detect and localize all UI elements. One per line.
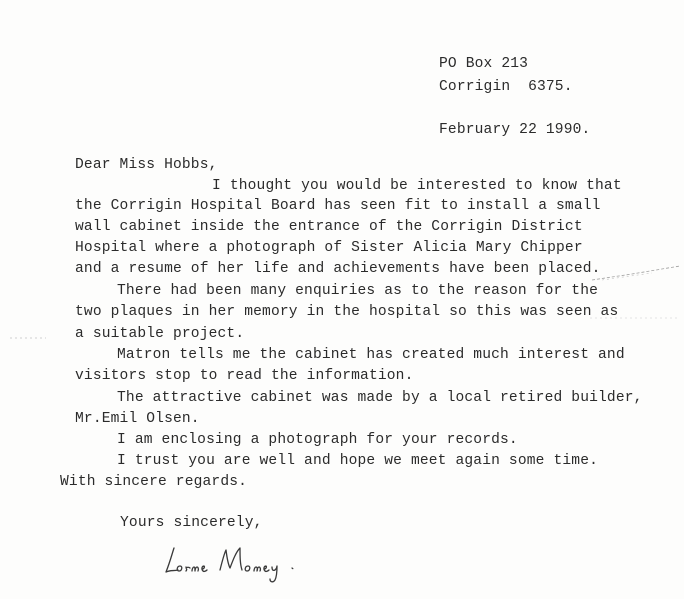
paper-mark-right-lower	[590, 312, 680, 322]
body-line: Matron tells me the cabinet has created much interest and	[117, 347, 625, 363]
address-town: Corrigin 6375.	[439, 79, 573, 95]
body-line: the Corrigin Hospital Board has seen fit to install a small	[75, 198, 601, 214]
body-line: I am enclosing a photograph for your records.	[117, 432, 518, 448]
body-line: a suitable project.	[75, 326, 245, 342]
body-line: two plaques in her memory in the hospital so this was seen as	[75, 304, 619, 320]
body-line: There had been many enquiries as to the reason for the	[117, 283, 599, 299]
paper-mark-right	[592, 262, 682, 284]
body-line: Hospital where a photograph of Sister Alicia Mary Chipper	[75, 240, 583, 256]
address-po-box: PO Box 213	[439, 56, 529, 72]
body-line: visitors stop to read the information.	[75, 368, 414, 384]
body-line: Mr.Emil Olsen.	[75, 411, 200, 427]
body-line: wall cabinet inside the entrance of the Corrigin District	[75, 219, 583, 235]
paper-mark-left	[10, 334, 50, 342]
letter-date: February 22 1990.	[439, 122, 591, 138]
body-line: I thought you would be interested to know that	[212, 178, 622, 194]
body-line: I trust you are well and hope we meet again some time.	[117, 453, 599, 469]
body-line: The attractive cabinet was made by a local retired builder,	[117, 390, 643, 406]
body-line: and a resume of her life and achievements have been placed.	[75, 261, 601, 277]
body-line: With sincere regards.	[60, 474, 248, 490]
handwritten-signature	[160, 540, 320, 586]
salutation: Dear Miss Hobbs,	[75, 157, 218, 173]
closing: Yours sincerely,	[120, 515, 263, 531]
